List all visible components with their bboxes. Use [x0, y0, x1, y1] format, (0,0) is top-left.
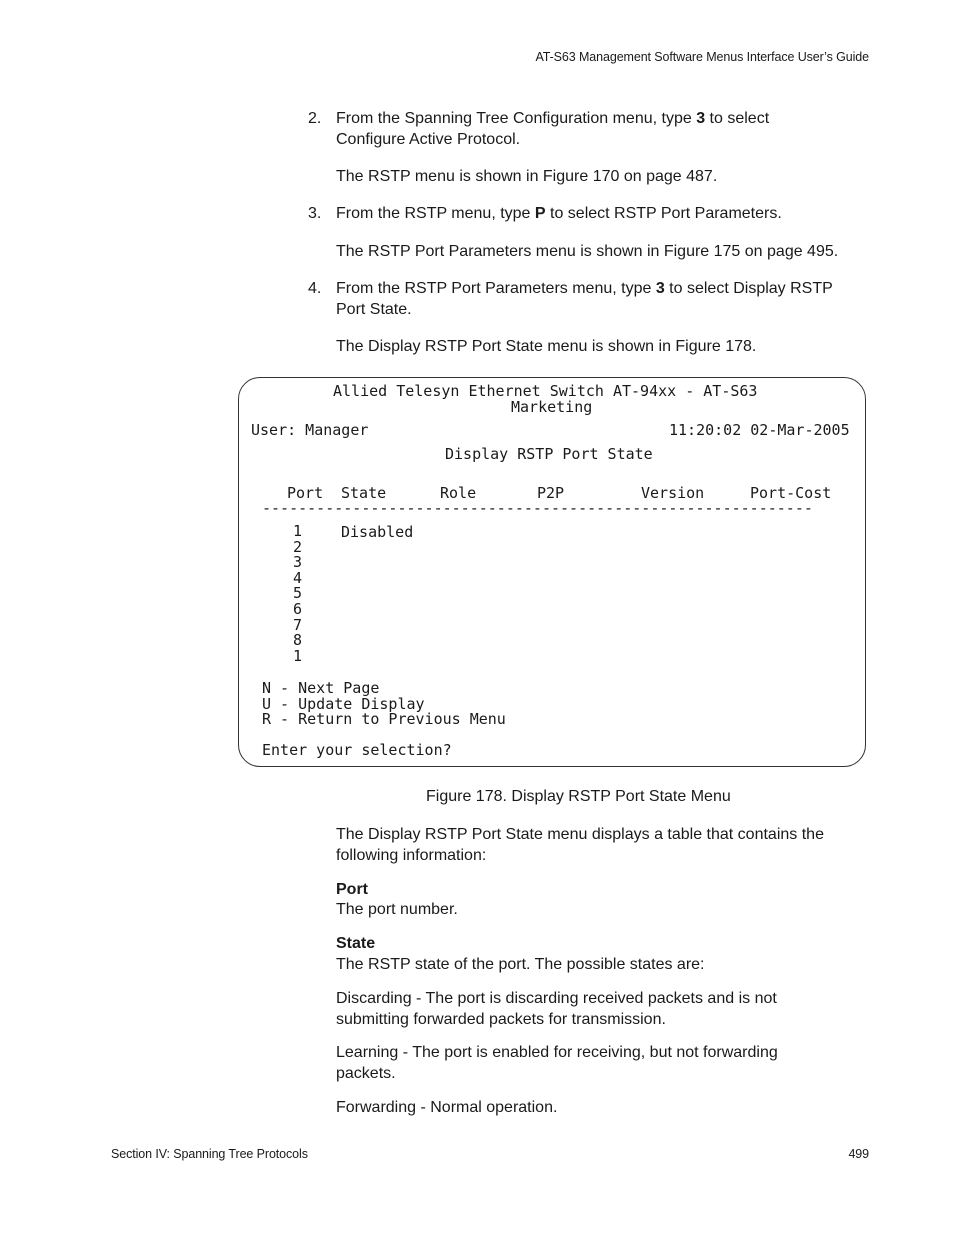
step-number: 3. — [308, 205, 322, 222]
terminal-datetime: 11:20:02 02-Mar-2005 — [669, 421, 850, 439]
state-line: Learning - The port is enabled for receiving, but not forwarding — [336, 1044, 778, 1061]
terminal-prompt: Enter your selection? — [262, 741, 452, 759]
column-header-p2p: P2P — [537, 484, 565, 502]
page-number: 499 — [848, 1147, 869, 1161]
step-note: The Display RSTP Port State menu is shown in Figure 178. — [336, 338, 757, 355]
step-text — [336, 278, 876, 320]
step-text-pre: From the RSTP Port Parameters menu, type — [336, 280, 656, 297]
step-key: P — [534, 205, 546, 222]
step-text-post: to select Display RSTP — [664, 280, 833, 297]
step-text-line2: Configure Active Protocol. — [336, 131, 521, 148]
definition-term: Port — [336, 881, 368, 898]
column-header-role: Role — [440, 484, 477, 502]
terminal-user: User: Manager — [251, 421, 369, 439]
step-note: The RSTP menu is shown in Figure 170 on page 487. — [336, 168, 718, 185]
intro-line: The Display RSTP Port State menu displays a table that contains the — [336, 826, 824, 843]
column-header-state: State — [341, 484, 387, 502]
terminal-menu-title: Display RSTP Port State — [445, 445, 653, 463]
footer-section: Section IV: Spanning Tree Protocols — [111, 1147, 308, 1161]
step-note: The RSTP Port Parameters menu is shown in Figure 175 on page 495. — [336, 243, 839, 260]
intro-line: following information: — [336, 847, 487, 864]
step-number: 4. — [308, 280, 322, 297]
port-number: 8 — [293, 631, 303, 650]
menu-option-return: R - Return to Previous Menu — [262, 710, 506, 728]
step-text — [336, 108, 876, 150]
figure-caption: Figure 178. Display RSTP Port State Menu — [426, 788, 731, 805]
state-line: packets. — [336, 1065, 396, 1082]
step-key: 3 — [655, 280, 665, 297]
step-text-pre: From the RSTP menu, type — [336, 205, 535, 222]
column-header-port: Port — [287, 484, 324, 502]
port-number: 5 — [293, 584, 303, 603]
step-text-post: to select — [705, 110, 770, 127]
step-text-post: to select RSTP Port Parameters. — [545, 205, 782, 222]
menu-option-update-display: U - Update Display — [262, 694, 425, 713]
port-number: 3 — [293, 553, 303, 572]
port-number: 1 — [293, 522, 303, 540]
state-description: Forwarding - Normal operation. — [336, 1099, 558, 1116]
terminal-subtitle: Marketing — [511, 398, 593, 416]
step-text — [336, 203, 876, 224]
state-line: submitting forwarded packets for transmission. — [336, 1011, 666, 1028]
step-text-pre: From the Spanning Tree Configuration menu, type — [336, 110, 697, 127]
running-header: AT-S63 Management Software Menus Interface User’s Guide — [535, 50, 869, 64]
definition-desc: The port number. — [336, 901, 458, 918]
port-number: 7 — [293, 615, 303, 634]
step-key: 3 — [696, 110, 706, 127]
terminal-title: Allied Telesyn Ethernet Switch AT-94xx - AT-S63 — [333, 382, 758, 400]
table-divider: ------------------------------------------------------------- — [262, 500, 813, 516]
state-description — [336, 1042, 876, 1084]
menu-option-next-page: N - Next Page — [262, 679, 380, 697]
definition-desc: The RSTP state of the port. The possible states are: — [336, 956, 705, 973]
port-number: 4 — [293, 568, 303, 587]
port-number: 6 — [293, 600, 303, 618]
step-text-line2: Port State. — [336, 301, 412, 318]
port-state: Disabled — [341, 523, 414, 541]
column-header-version: Version — [641, 484, 705, 502]
port-number: 1 — [293, 646, 303, 665]
column-header-port-cost: Port-Cost — [750, 484, 832, 502]
state-line: Discarding - The port is discarding received packets and is not — [336, 990, 777, 1007]
port-number: 2 — [293, 537, 303, 556]
definition-term: State — [336, 935, 376, 952]
state-description — [336, 988, 876, 1030]
intro-paragraph — [336, 824, 876, 866]
step-number: 2. — [308, 110, 322, 127]
